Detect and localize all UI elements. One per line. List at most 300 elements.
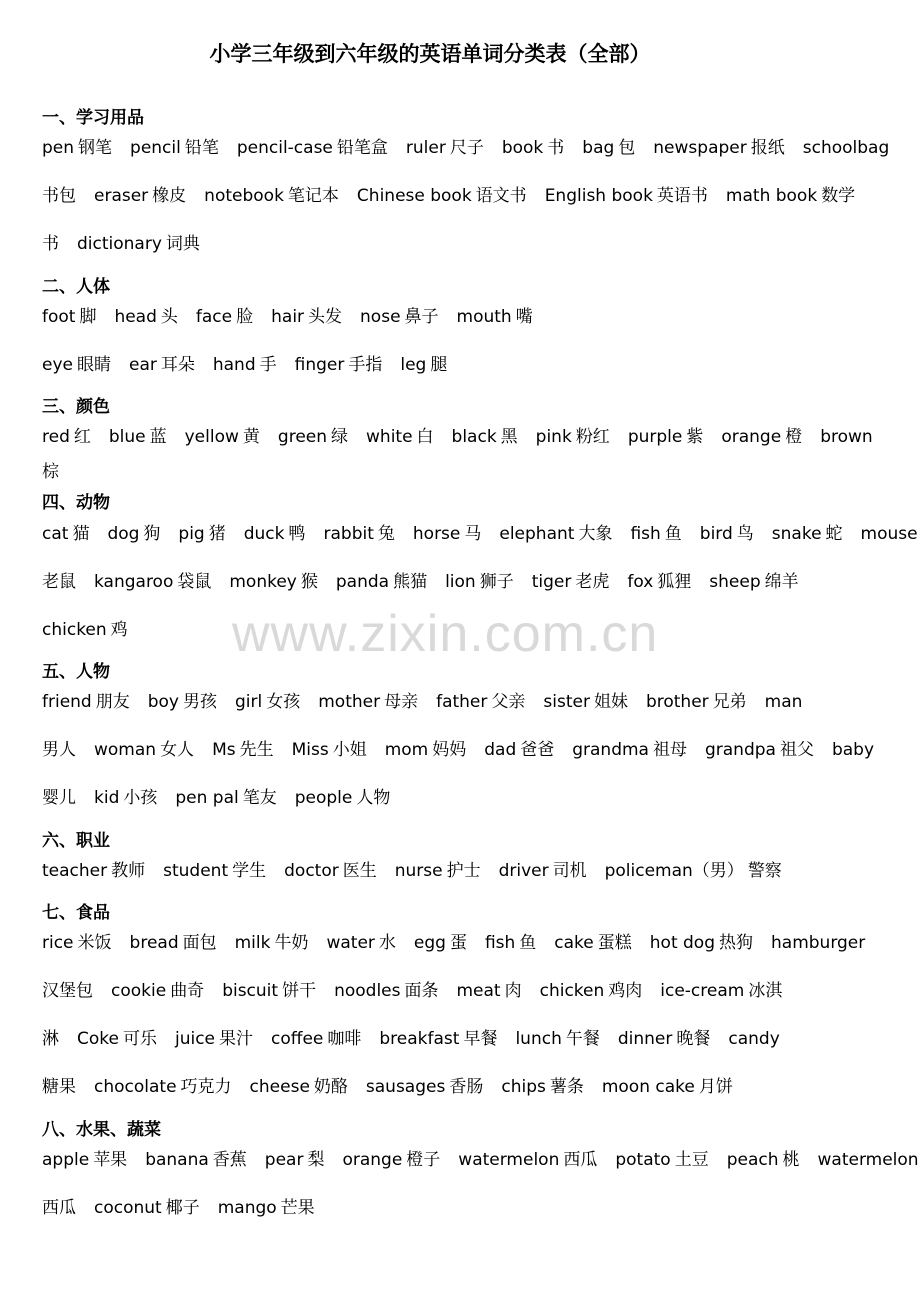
chinese-meaning: 香肠 xyxy=(449,1077,484,1097)
english-word: snake xyxy=(771,524,822,544)
section-heading: 二、人体 xyxy=(42,277,110,297)
chinese-meaning: 月饼 xyxy=(698,1077,733,1097)
english-word: moon cake xyxy=(601,1077,695,1097)
word-entry xyxy=(772,522,843,546)
chinese-meaning: 鸭 xyxy=(288,524,306,544)
english-word: purple xyxy=(627,427,683,447)
word-entry xyxy=(820,425,873,449)
word-entry xyxy=(284,859,377,883)
chinese-meaning: 熊猫 xyxy=(393,572,428,592)
english-word: green xyxy=(277,427,328,447)
section-heading: 六、职业 xyxy=(42,831,110,851)
word-entry xyxy=(213,353,277,377)
word-entry xyxy=(630,522,681,546)
chinese-meaning: 梨 xyxy=(307,1150,325,1170)
word-entry xyxy=(832,738,874,762)
word-entry xyxy=(235,931,309,955)
chinese-meaning: 紫 xyxy=(686,427,704,447)
chinese-meaning: 棕 xyxy=(42,462,59,482)
chinese-meaning: 女人 xyxy=(160,740,195,760)
english-word: breakfast xyxy=(379,1029,460,1049)
word-line xyxy=(42,786,408,810)
english-word: kid xyxy=(94,788,120,808)
english-word: doctor xyxy=(284,861,339,881)
chinese-meaning: 人物 xyxy=(356,788,391,808)
chinese-meaning: 苹果 xyxy=(93,1150,128,1170)
english-word: red xyxy=(42,427,70,447)
word-entry xyxy=(292,738,367,762)
word-entry xyxy=(235,690,300,714)
word-entry xyxy=(709,570,798,594)
english-word: nose xyxy=(360,307,401,327)
word-entry xyxy=(94,1075,232,1099)
word-entry xyxy=(77,1027,157,1051)
word-entry xyxy=(414,931,467,955)
chinese-meaning: 尺子 xyxy=(449,138,484,158)
english-word: hand xyxy=(212,355,256,375)
chinese-meaning: 英语书 xyxy=(656,186,708,206)
english-word: bird xyxy=(699,524,733,544)
chinese-meaning: 薯条 xyxy=(549,1077,584,1097)
word-entry xyxy=(265,1148,325,1172)
word-entry xyxy=(336,570,427,594)
word-entry xyxy=(326,931,395,955)
chinese-meaning: 蓝 xyxy=(149,427,167,447)
english-word: elephant xyxy=(499,524,575,544)
word-entry xyxy=(515,1027,599,1051)
word-entry xyxy=(295,786,391,810)
english-word: hamburger xyxy=(771,933,866,953)
word-entry xyxy=(42,136,112,160)
english-word: chocolate xyxy=(94,1077,177,1097)
chinese-meaning: 黄 xyxy=(242,427,260,447)
chinese-meaning: 红 xyxy=(73,427,91,447)
chinese-meaning: 鸡 xyxy=(110,620,128,640)
word-entry xyxy=(42,1196,76,1220)
word-line xyxy=(42,232,218,256)
english-word: Chinese book xyxy=(356,186,472,206)
word-entry xyxy=(700,522,754,546)
english-word: hair xyxy=(271,307,305,327)
english-word: lion xyxy=(445,572,476,592)
english-word: pencil xyxy=(130,138,181,158)
chinese-meaning: 包 xyxy=(618,138,636,158)
word-entry xyxy=(94,738,194,762)
word-entry xyxy=(222,979,316,1003)
english-word: orange xyxy=(342,1150,403,1170)
chinese-meaning: 芒果 xyxy=(280,1198,315,1218)
word-entry xyxy=(360,305,439,329)
english-word: monkey xyxy=(229,572,297,592)
word-entry xyxy=(278,425,348,449)
word-entry xyxy=(42,618,128,642)
english-word: dad xyxy=(484,740,517,760)
english-word: girl xyxy=(235,692,263,712)
chinese-meaning: 脸 xyxy=(236,307,254,327)
word-entry xyxy=(540,979,643,1003)
english-word: friend xyxy=(42,692,92,712)
word-entry xyxy=(42,690,130,714)
word-entry xyxy=(605,859,782,883)
word-entry xyxy=(615,1148,708,1172)
word-entry xyxy=(818,1148,919,1172)
chinese-meaning: 早餐 xyxy=(463,1029,498,1049)
chinese-meaning: 兔 xyxy=(377,524,395,544)
word-line xyxy=(42,460,77,484)
word-entry xyxy=(244,522,306,546)
chinese-meaning: 淋 xyxy=(42,1029,59,1049)
chinese-meaning: 鼻子 xyxy=(404,307,439,327)
word-entry xyxy=(196,305,253,329)
english-word: mango xyxy=(217,1198,277,1218)
english-word: book xyxy=(501,138,544,158)
english-word: bag xyxy=(582,138,615,158)
english-word: egg xyxy=(413,933,446,953)
chinese-meaning: 猴 xyxy=(300,572,318,592)
word-entry xyxy=(618,1027,711,1051)
word-entry xyxy=(502,136,564,160)
chinese-meaning: 马 xyxy=(464,524,482,544)
word-entry xyxy=(628,425,704,449)
word-entry xyxy=(130,931,217,955)
word-entry xyxy=(42,786,76,810)
chinese-meaning: 鱼 xyxy=(519,933,537,953)
word-entry xyxy=(721,425,802,449)
english-word: mother xyxy=(318,692,381,712)
section-heading: 三、颜色 xyxy=(42,397,110,417)
english-word: juice xyxy=(174,1029,215,1049)
english-word: brother xyxy=(645,692,709,712)
english-word: teacher xyxy=(42,861,108,881)
word-line xyxy=(42,353,465,377)
english-word: baby xyxy=(831,740,875,760)
chinese-meaning: 祖父 xyxy=(779,740,814,760)
word-entry xyxy=(94,786,157,810)
word-entry xyxy=(318,690,418,714)
word-entry xyxy=(42,570,76,594)
english-word: Coke xyxy=(77,1029,119,1049)
chinese-meaning: 水 xyxy=(378,933,396,953)
chinese-meaning: 笔记本 xyxy=(287,186,339,206)
chinese-meaning: 午餐 xyxy=(565,1029,600,1049)
english-word: pen xyxy=(42,138,75,158)
chinese-meaning: 老虎 xyxy=(575,572,610,592)
word-entry xyxy=(456,979,521,1003)
word-entry xyxy=(175,786,276,810)
word-entry xyxy=(650,931,753,955)
word-entry xyxy=(499,522,612,546)
chinese-meaning: 数学 xyxy=(821,186,856,206)
english-word: cat xyxy=(42,524,69,544)
word-line xyxy=(42,1027,798,1051)
chinese-meaning: 钢笔 xyxy=(78,138,113,158)
chinese-meaning: 头 xyxy=(160,307,178,327)
english-word: sister xyxy=(543,692,590,712)
chinese-meaning: 婴儿 xyxy=(42,788,76,808)
chinese-meaning: 糖果 xyxy=(42,1077,76,1097)
word-entry xyxy=(445,570,514,594)
word-entry xyxy=(366,1075,483,1099)
word-line xyxy=(42,136,907,160)
chinese-meaning: 眼睛 xyxy=(76,355,111,375)
chinese-meaning: 香蕉 xyxy=(212,1150,247,1170)
english-word: ruler xyxy=(405,138,446,158)
word-entry xyxy=(42,931,112,955)
english-word: pig xyxy=(178,524,205,544)
word-entry xyxy=(728,1027,779,1051)
word-entry xyxy=(129,353,195,377)
english-word: pink xyxy=(535,427,572,447)
english-word: tiger xyxy=(531,572,572,592)
chinese-meaning: 奶酪 xyxy=(313,1077,348,1097)
chinese-meaning: 妈妈 xyxy=(432,740,467,760)
english-word: potato xyxy=(615,1150,671,1170)
chinese-meaning: 袋鼠 xyxy=(177,572,212,592)
word-entry xyxy=(111,979,204,1003)
english-word: fish xyxy=(630,524,661,544)
english-word: sheep xyxy=(709,572,761,592)
word-entry xyxy=(646,690,747,714)
english-word: student xyxy=(163,861,229,881)
english-word: panda xyxy=(335,572,390,592)
word-line xyxy=(42,1075,751,1099)
word-entry xyxy=(357,184,527,208)
chinese-meaning: 西瓜 xyxy=(563,1150,598,1170)
word-entry xyxy=(501,1075,584,1099)
chinese-meaning: 黑 xyxy=(500,427,518,447)
section-heading: 一、学习用品 xyxy=(42,108,144,128)
word-entry xyxy=(484,738,554,762)
word-entry xyxy=(271,305,342,329)
chinese-meaning: 朋友 xyxy=(95,692,130,712)
word-entry xyxy=(485,931,536,955)
word-entry xyxy=(229,570,318,594)
english-word: watermelon xyxy=(817,1150,919,1170)
english-word: Miss xyxy=(291,740,329,760)
word-entry xyxy=(366,425,434,449)
english-word: noodles xyxy=(334,981,401,1001)
english-word: blue xyxy=(108,427,146,447)
chinese-meaning: 巧克力 xyxy=(180,1077,232,1097)
word-entry xyxy=(545,184,708,208)
english-word: pencil-case xyxy=(236,138,333,158)
chinese-meaning: 脚 xyxy=(79,307,97,327)
chinese-meaning: 护士 xyxy=(446,861,481,881)
word-entry xyxy=(114,305,177,329)
chinese-meaning: 铅笔 xyxy=(184,138,219,158)
chinese-meaning: 教师 xyxy=(111,861,146,881)
word-entry xyxy=(175,1027,253,1051)
word-entry xyxy=(42,460,59,484)
chinese-meaning: 兄弟 xyxy=(712,692,747,712)
english-word: orange xyxy=(721,427,782,447)
watermark: www.zixin.com.cn xyxy=(232,605,659,663)
chinese-meaning: 耳朵 xyxy=(160,355,195,375)
english-word: mouth xyxy=(456,307,512,327)
chinese-meaning: 曲奇 xyxy=(170,981,205,1001)
chinese-meaning: 报纸 xyxy=(750,138,785,158)
word-entry xyxy=(145,1148,247,1172)
word-entry xyxy=(42,184,76,208)
english-word: bread xyxy=(129,933,179,953)
english-word: eraser xyxy=(94,186,149,206)
word-entry xyxy=(148,690,217,714)
chinese-meaning: 橙 xyxy=(785,427,803,447)
word-entry xyxy=(42,305,96,329)
word-line xyxy=(42,305,551,329)
word-entry xyxy=(457,305,533,329)
chinese-meaning: 鸡肉 xyxy=(608,981,643,1001)
chinese-meaning: 白 xyxy=(416,427,434,447)
chinese-meaning: 司机 xyxy=(552,861,587,881)
english-word: driver xyxy=(498,861,549,881)
chinese-meaning: 蛇 xyxy=(825,524,843,544)
english-word: cheese xyxy=(249,1077,310,1097)
english-word: meat xyxy=(456,981,501,1001)
english-word: chicken xyxy=(42,620,107,640)
word-entry xyxy=(532,570,610,594)
word-entry xyxy=(185,425,260,449)
english-word: banana xyxy=(145,1150,209,1170)
word-entry xyxy=(178,522,225,546)
chinese-meaning: 铅笔盒 xyxy=(336,138,388,158)
word-entry xyxy=(204,184,339,208)
word-line xyxy=(42,522,920,546)
english-word: schoolbag xyxy=(802,138,890,158)
word-entry xyxy=(385,738,467,762)
word-entry xyxy=(42,522,89,546)
chinese-meaning: 鱼 xyxy=(664,524,682,544)
chinese-meaning: 词典 xyxy=(165,234,200,254)
word-entry xyxy=(42,1148,127,1172)
english-word: cake xyxy=(554,933,594,953)
english-word: cookie xyxy=(111,981,167,1001)
chinese-meaning: 腿 xyxy=(430,355,448,375)
section-heading: 四、动物 xyxy=(42,493,110,513)
english-word: Ms xyxy=(212,740,236,760)
chinese-meaning: 鸟 xyxy=(736,524,754,544)
word-entry xyxy=(499,859,587,883)
english-word: math book xyxy=(725,186,818,206)
word-entry xyxy=(163,859,266,883)
word-line xyxy=(42,738,892,762)
word-entry xyxy=(324,522,395,546)
chinese-meaning: 狗 xyxy=(143,524,161,544)
word-entry xyxy=(334,979,438,1003)
word-entry xyxy=(400,353,447,377)
word-entry xyxy=(42,425,91,449)
chinese-meaning: 桃 xyxy=(782,1150,800,1170)
chinese-meaning: 冰淇 xyxy=(748,981,783,1001)
chinese-meaning: 绿 xyxy=(331,427,349,447)
english-word: brown xyxy=(820,427,873,447)
chinese-meaning: 果汁 xyxy=(219,1029,253,1049)
chinese-meaning: 手指 xyxy=(348,355,383,375)
english-word: eye xyxy=(42,355,73,375)
chinese-meaning: 汉堡包 xyxy=(42,981,93,1001)
english-word: face xyxy=(195,307,233,327)
page-title: 小学三年级到六年级的英语单词分类表（全部） xyxy=(209,41,651,66)
word-entry xyxy=(42,232,59,256)
english-word: dinner xyxy=(617,1029,673,1049)
english-word: rice xyxy=(42,933,74,953)
word-entry xyxy=(627,570,691,594)
word-line xyxy=(42,859,800,883)
english-word: horse xyxy=(412,524,461,544)
word-entry xyxy=(42,979,93,1003)
word-entry xyxy=(42,1027,59,1051)
chinese-meaning: 面包 xyxy=(182,933,217,953)
english-word: yellow xyxy=(184,427,239,447)
chinese-meaning: 蛋 xyxy=(449,933,467,953)
english-word: watermelon xyxy=(458,1150,560,1170)
word-entry xyxy=(395,859,481,883)
chinese-meaning: 猫 xyxy=(72,524,90,544)
word-entry xyxy=(861,522,918,546)
word-entry xyxy=(94,184,186,208)
word-entry xyxy=(452,425,518,449)
chinese-meaning: 医生 xyxy=(342,861,377,881)
english-word: woman xyxy=(94,740,157,760)
chinese-meaning: 书 xyxy=(42,234,59,254)
english-word: coconut xyxy=(94,1198,162,1218)
english-word: man xyxy=(764,692,803,712)
word-entry xyxy=(130,136,219,160)
word-line xyxy=(42,690,820,714)
chinese-meaning: 老鼠 xyxy=(42,572,76,592)
english-word: ear xyxy=(128,355,157,375)
english-word: mouse xyxy=(860,524,918,544)
english-word: finger xyxy=(294,355,345,375)
word-line xyxy=(42,1148,920,1172)
word-entry xyxy=(803,136,890,160)
english-word: candy xyxy=(728,1029,780,1049)
word-entry xyxy=(554,931,631,955)
chinese-meaning: 手 xyxy=(259,355,277,375)
chinese-meaning: 大象 xyxy=(578,524,613,544)
chinese-meaning: 头发 xyxy=(308,307,343,327)
word-entry xyxy=(436,690,525,714)
chinese-meaning: 橡皮 xyxy=(152,186,187,206)
chinese-meaning: 先生 xyxy=(239,740,274,760)
word-entry xyxy=(602,1075,733,1099)
chinese-meaning: 绵羊 xyxy=(764,572,799,592)
word-line xyxy=(42,931,883,955)
word-entry xyxy=(271,1027,361,1051)
english-word: notebook xyxy=(204,186,284,206)
english-word: biscuit xyxy=(222,981,279,1001)
english-word: lunch xyxy=(515,1029,562,1049)
english-word: policeman（男） xyxy=(604,861,744,881)
chinese-meaning: 粉红 xyxy=(575,427,610,447)
chinese-meaning: 米饭 xyxy=(77,933,112,953)
chinese-meaning: 爸爸 xyxy=(520,740,555,760)
word-line xyxy=(42,618,146,642)
english-word: boy xyxy=(147,692,179,712)
english-word: black xyxy=(451,427,497,447)
chinese-meaning: 可乐 xyxy=(122,1029,157,1049)
english-word: nurse xyxy=(394,861,443,881)
chinese-meaning: 语文书 xyxy=(475,186,527,206)
chinese-meaning: 书 xyxy=(547,138,565,158)
chinese-meaning: 饼干 xyxy=(282,981,317,1001)
english-word: pear xyxy=(264,1150,304,1170)
word-entry xyxy=(771,931,865,955)
word-entry xyxy=(94,1196,200,1220)
word-entry xyxy=(342,1148,440,1172)
english-word: rabbit xyxy=(323,524,374,544)
chinese-meaning: 晚餐 xyxy=(676,1029,711,1049)
